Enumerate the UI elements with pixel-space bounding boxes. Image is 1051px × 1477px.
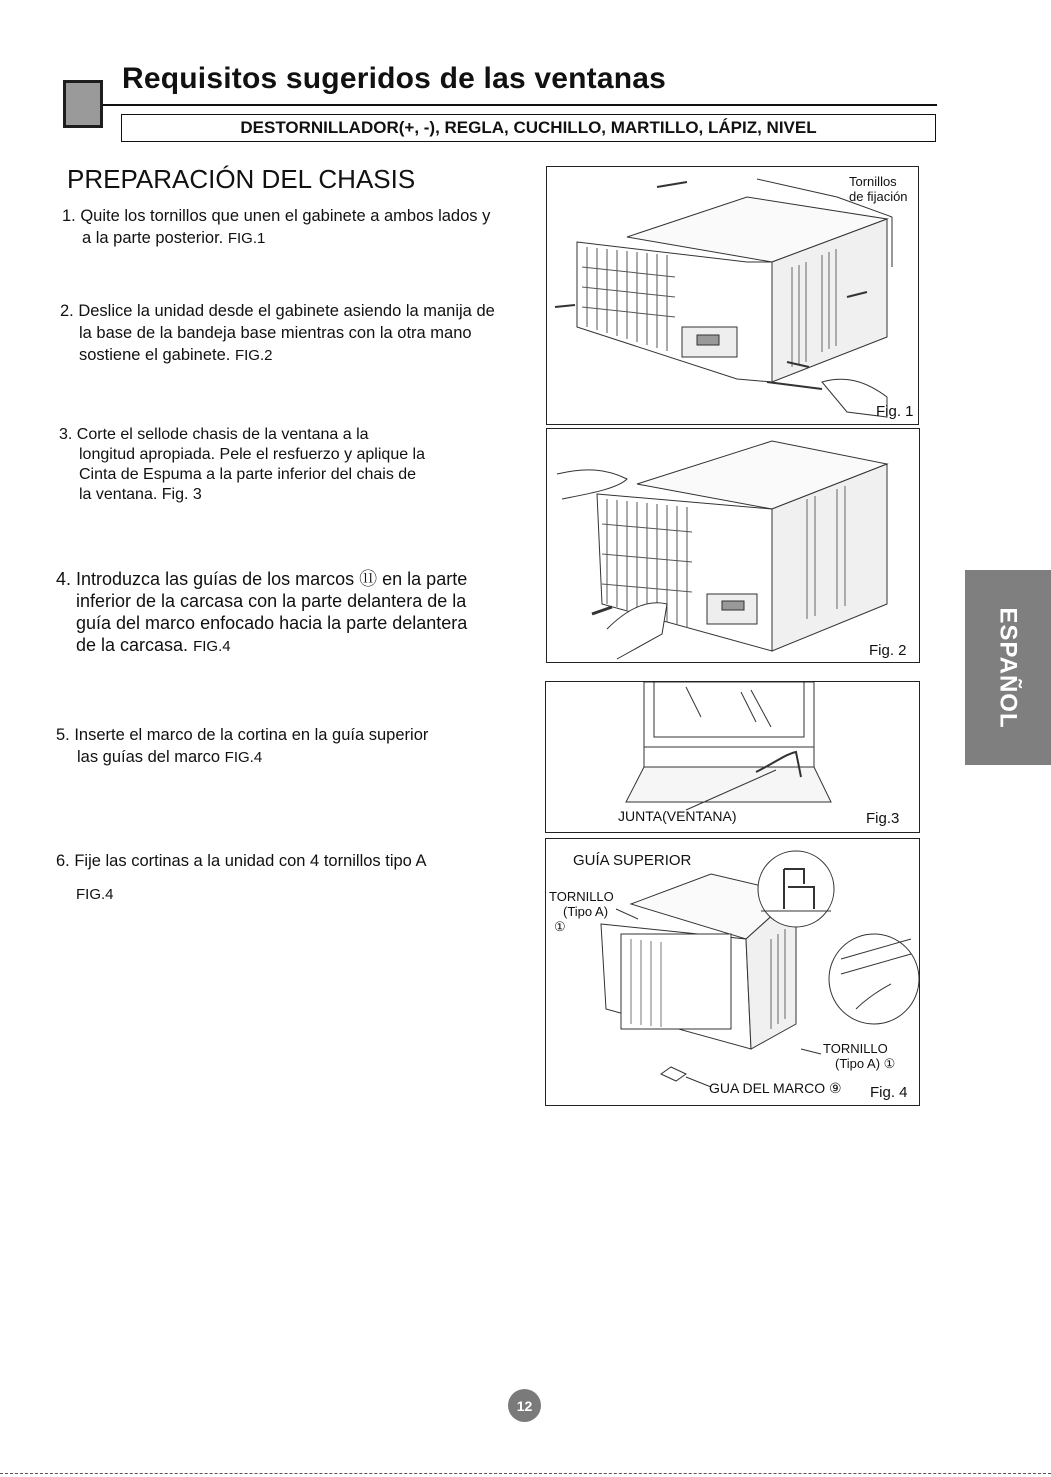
fig4-screw-left: TORNILLO (Tipo A) ① bbox=[549, 889, 614, 934]
step-line: longitud apropiada. Pele el resfuerzo y aplique la bbox=[79, 446, 426, 463]
step-line: 6. Fije las cortinas a la unidad con 4 tornillos tipo A bbox=[56, 852, 427, 870]
step-line: 3. Corte el sellode chasis de la ventana a la bbox=[59, 426, 369, 443]
step-1 bbox=[62, 205, 490, 250]
step-line: inferior de la carcasa con la parte delantera de la bbox=[76, 591, 467, 611]
fig3-label: Fig.3 bbox=[866, 810, 900, 827]
page-title: Requisitos sugeridos de las ventanas bbox=[122, 62, 667, 95]
tools-list: DESTORNILLADOR(+, -), REGLA, CUCHILLO, MARTILLO, LÁPIZ, NIVEL bbox=[121, 114, 936, 142]
figure-3 bbox=[545, 681, 920, 833]
fig4-frame-guide: GUA DEL MARCO ⑨ bbox=[709, 1080, 842, 1096]
fig1-callout: Tornillos de fijación bbox=[849, 174, 908, 204]
fig-ref: FIG.4 bbox=[224, 749, 263, 766]
fig-ref: FIG.4 bbox=[193, 638, 231, 655]
fig-ref: Fig. 3 bbox=[161, 486, 202, 503]
step-line: 2. Deslice la unidad desde el gabinete asiendo la manija de bbox=[60, 302, 495, 320]
step-3 bbox=[59, 425, 425, 505]
fig-ref: FIG.2 bbox=[234, 347, 273, 364]
figure-2 bbox=[546, 428, 920, 663]
step-2 bbox=[60, 300, 495, 367]
step-line: sostiene el gabinete. FIG.2 bbox=[79, 346, 273, 364]
figure-1 bbox=[546, 166, 919, 425]
ac-unit-screws-illustration bbox=[547, 167, 918, 424]
step-5 bbox=[56, 724, 428, 769]
step-line: 4. Introduzca las guías de los marcos ⑪ en la parte bbox=[56, 569, 468, 589]
step-line: guía del marco enfocado hacia la parte delantera bbox=[76, 613, 468, 633]
step-6 bbox=[56, 850, 427, 906]
fig1-label: Fig. 1 bbox=[876, 403, 914, 420]
fig2-label: Fig. 2 bbox=[869, 642, 907, 659]
language-side-tab bbox=[965, 570, 1051, 765]
step-line: Cinta de Espuma a la parte inferior del chais de bbox=[79, 466, 417, 483]
step-4 bbox=[56, 568, 467, 658]
step-line: de la carcasa. FIG.4 bbox=[76, 635, 231, 655]
fig4-top-guide: GUÍA SUPERIOR bbox=[573, 852, 692, 869]
step-line: 1. Quite los tornillos que unen el gabinete a ambos lados y bbox=[62, 207, 491, 225]
header-rule bbox=[103, 104, 937, 106]
fig4-screw-right: TORNILLO (Tipo A) ① bbox=[823, 1041, 896, 1071]
ac-unit-slide-out-illustration bbox=[547, 429, 919, 662]
fig3-callout: JUNTA(VENTANA) bbox=[618, 808, 737, 824]
fig4-label: Fig. 4 bbox=[870, 1084, 908, 1101]
page-number: 12 bbox=[508, 1389, 541, 1422]
step-line: 5. Inserte el marco de la cortina en la guía superior bbox=[56, 726, 429, 744]
bottom-dashed-line bbox=[0, 1473, 1051, 1474]
fig-ref: FIG.4 bbox=[76, 886, 114, 903]
step-line: las guías del marco FIG.4 bbox=[77, 748, 263, 766]
fig-ref: FIG.1 bbox=[227, 230, 266, 247]
section-title: PREPARACIÓN DEL CHASIS bbox=[67, 164, 416, 194]
language-label: ESPAÑOL bbox=[995, 606, 1023, 729]
step-line: la base de la bandeja base mientras con la otra mano bbox=[79, 324, 472, 342]
header-decor-box bbox=[63, 80, 103, 128]
step-line: a la parte posterior. FIG.1 bbox=[82, 229, 266, 247]
step-line: la ventana. Fig. 3 bbox=[79, 486, 202, 503]
figure-4 bbox=[545, 838, 920, 1106]
